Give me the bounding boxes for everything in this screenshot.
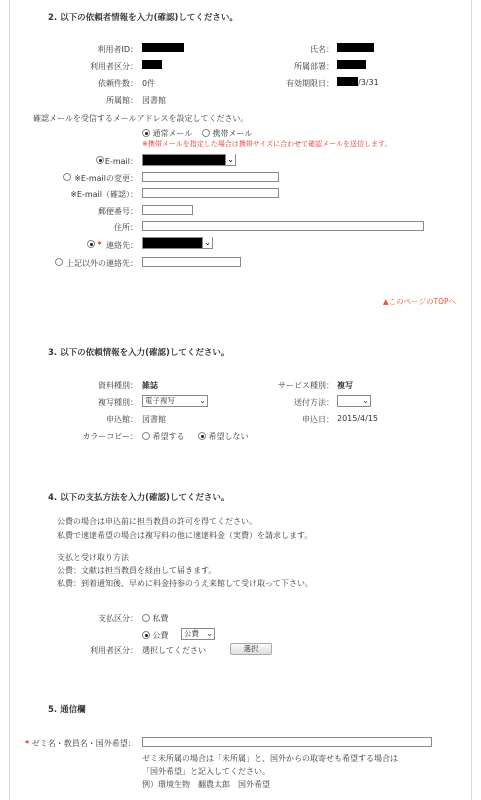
payment-public-label: 公費 [152,631,169,640]
chevron-down-icon: ⌄ [227,155,234,164]
seminar-hint-1: ゼミ未所属の場合は「未所属」と、国外からの取寄せも希望する場合は [142,754,398,763]
apply-date-label: 申込日： [302,415,334,424]
payment-public-select[interactable] [181,628,215,640]
contact-radio[interactable] [87,240,95,248]
postal-input[interactable] [142,205,193,215]
payment-note-2: 私費で速達希望の場合は複写料の他に速達料金（実費）を請求します。 [57,531,313,540]
payment-public-radio[interactable] [142,631,150,639]
dept-label: 所属部署： [294,62,334,71]
mail-normal-radio[interactable] [142,129,150,137]
other-contact-label: 上記以外の連絡先： [66,259,138,268]
payment-type-label: 支払区分： [98,614,138,623]
material-label: 資料種別： [98,381,138,390]
contact-option[interactable] [87,240,102,249]
send-method-label: 送付方法： [294,398,334,407]
request-count-label: 依頼件数： [98,79,138,88]
page-top-link[interactable]: ▲このページのTOPへ [382,297,456,306]
chevron-down-icon: ⌄ [362,396,369,405]
required-mark: * [25,739,30,748]
mail-normal-label: 通常メール [152,129,193,138]
seminar-hint-2: 「国外希望」と記入してください。 [142,767,270,776]
request-count-value: 0件 [142,79,156,88]
apply-building-value: 図書館 [142,415,166,424]
user-type-label: 利用者区分： [90,62,138,71]
section4-title: 4. 以下の支払方法を入力(確認)してください。 [48,493,230,503]
building-label: 所属館： [106,96,138,105]
email-change-radio[interactable] [63,173,71,181]
payment-private-option[interactable] [142,613,169,624]
contact-label: 連絡先： [106,241,138,250]
service-value: 複写 [337,381,353,390]
email-label: E-mail： [104,157,138,166]
seminar-field-label-group [25,738,136,749]
user-id-label: 利用者ID： [97,45,138,54]
section2-title: 2. 以下の依頼者情報を入力(確認)してください。 [48,13,238,23]
copy-type-select[interactable] [142,395,208,407]
apply-building-label: 申込館： [106,415,138,424]
building-value: 図書館 [142,96,166,105]
mail-mobile-radio[interactable] [202,129,210,137]
seminar-label: ゼミ名・教員名・国外希望： [31,739,136,748]
color-yes-label: 希望する [152,432,185,441]
address-label: 住所： [114,223,138,232]
section3-title: 3. 以下の依頼情報を入力(確認)してください。 [48,348,230,358]
select-button[interactable]: 選択 [230,643,272,655]
expiry-label: 有効期限日： [286,79,334,88]
color-copy-no[interactable] [198,431,249,442]
email-change-input[interactable] [142,172,279,182]
expiry-year-redacted [337,77,358,86]
payment-note-1: 公費の場合は申込前に担当教員の許可を得てください。 [57,517,257,526]
copy-type-selected: 電子複写 [145,396,175,405]
payment-note-5: 私費：到着通知後、早めに料金持参のうえ来館して受け取って下さい。 [57,579,313,588]
user-type-redacted [142,60,162,69]
postal-label: 郵便番号： [98,207,138,216]
section5-title: 5. 通信欄 [48,705,86,715]
color-no-radio[interactable] [198,432,206,440]
send-method-select[interactable] [337,395,371,407]
user-id-redacted [142,43,184,52]
mobile-mail-warning: ※携帯メールを指定した場合は携帯サイズに合わせて確認メールを送信します。 [142,140,392,148]
payment-note-4: 公費：文献は担当教員を経由して届きます。 [57,566,217,575]
payer-type-value: 選択してください [142,646,206,655]
service-label: サービス種別： [278,381,334,390]
seminar-input[interactable] [142,737,432,747]
payment-public-option[interactable] [142,630,169,641]
other-contact-radio[interactable] [55,258,63,266]
payer-type-label: 利用者区分： [90,646,138,655]
email-option[interactable] [96,156,104,165]
copy-type-label: 複写種別： [98,398,138,407]
other-contact-input[interactable] [142,257,241,267]
name-label: 氏名： [310,45,334,54]
payment-note-3: 支払と受け取り方法 [57,553,129,562]
mail-type-mobile[interactable] [202,128,252,139]
email-change-label: ※E-mailの変更： [74,174,138,183]
chevron-down-icon: ⌄ [199,396,206,405]
other-contact-option[interactable] [55,258,63,267]
required-mark: * [97,240,102,249]
color-copy-yes[interactable] [142,431,185,442]
apply-date-value: 2015/4/15 [337,414,379,423]
payment-private-radio[interactable] [142,614,150,622]
dept-redacted [337,60,366,69]
email-confirm-input[interactable] [142,188,279,198]
email-change-option[interactable] [63,173,71,182]
mail-type-normal[interactable] [142,128,192,139]
contact-select[interactable] [142,237,213,249]
payment-private-label: 私費 [152,614,169,623]
material-value: 雑誌 [142,381,158,390]
email-select[interactable] [142,154,236,166]
mail-mobile-label: 携帯メール [212,129,253,138]
payment-public-selected: 公費 [184,629,199,638]
email-radio[interactable] [96,156,104,164]
seminar-hint-3: 例）環境生物 翻農太郎 国外希望 [142,780,270,789]
color-copy-label: カラーコピー： [82,432,138,441]
email-confirm-label: ※E-mail（確認）： [70,190,138,199]
chevron-down-icon: ⌄ [206,629,213,638]
chevron-down-icon: ⌄ [204,238,211,247]
name-redacted [337,43,374,52]
mail-setting-note: 確認メールを受信するメールアドレスを設定してください。 [33,114,249,123]
expiry-suffix: /3/31 [358,78,379,87]
address-input[interactable] [142,221,424,231]
color-no-label: 希望しない [208,432,249,441]
color-yes-radio[interactable] [142,432,150,440]
